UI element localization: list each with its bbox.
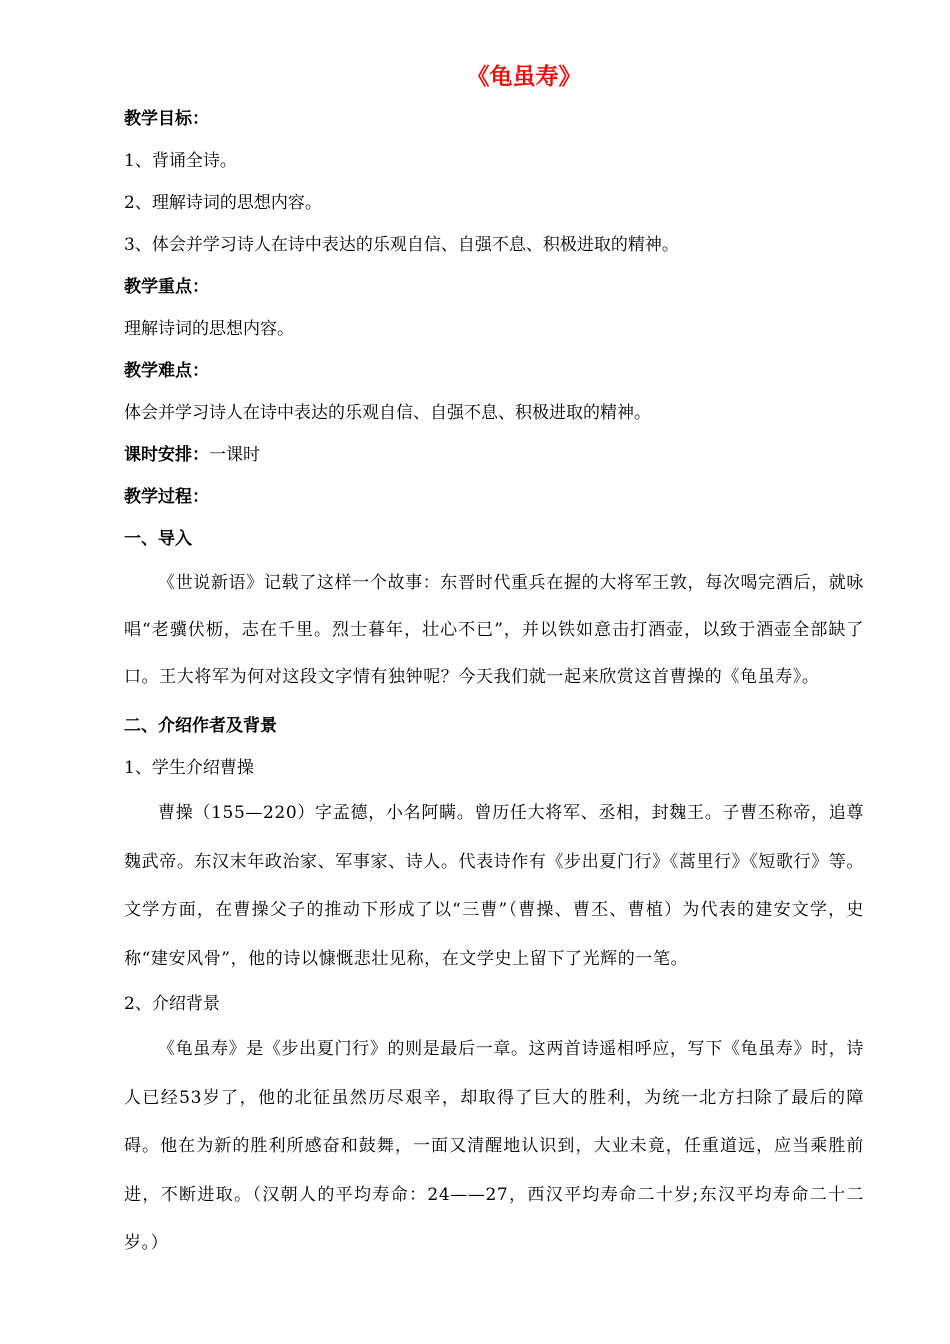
- author-paragraph: 曹操（155—220）字孟德，小名阿瞒。曾历任大将军、丞相，封魏王。子曹丕称帝，追尊魏武帝。东汉末年政治家、军事家、诗人。代表诗作有《步出夏门行》《蒿里行》《短歌行》等。文学方面，在曹操父子的推动下形成了以“三曹”（曹操、曹丕、曹植）为代表的建安文学，史称“建安风骨”，他的诗以慷慨悲壮见称，在文学史上留下了光辉的一笔。: [124, 803, 864, 969]
- subsection-heading-author: [124, 747, 864, 789]
- goal-item: 2、理解诗词的思想内容。: [124, 193, 322, 213]
- goals-heading: 教学目标：: [124, 109, 209, 129]
- schedule-line: [124, 434, 864, 476]
- difficulty-text: 体会并学习诗人在诗中表达的乐观自信、自强不息、积极进取的精神。: [124, 403, 651, 423]
- focus-text: 理解诗词的思想内容。: [124, 319, 294, 339]
- goal-item: 1、背诵全诗。: [124, 151, 237, 171]
- section-heading-intro: 一、导入: [124, 529, 192, 549]
- background-paragraph: 《龟虽寿》是《步出夏门行》的则是最后一章。这两首诗遥相呼应，写下《龟虽寿》时，诗人已经53岁了，他的北征虽然历尽艰辛，却取得了巨大的胜利，为统一北方扫除了最后的障碍。他在为新的胜利所感奋和鼓舞，一面又清醒地认识到，大业未竟，任重道远，应当乘胜前进，不断进取。（汉朝人的平均寿命：24——27，西汉平均寿命二十岁;东汉平均寿命二十二岁。）: [124, 1039, 864, 1253]
- process-heading: 教学过程：: [124, 487, 209, 507]
- difficulty-heading: 教学难点：: [124, 361, 209, 381]
- schedule-text: 一课时: [209, 445, 260, 465]
- schedule-heading: 课时安排：: [124, 445, 209, 465]
- section-heading-author: 二、介绍作者及背景: [124, 716, 277, 736]
- document-title: 《龟虽寿》: [466, 63, 582, 90]
- subsection-heading-background: 2、介绍背景: [124, 994, 220, 1014]
- intro-paragraph: 《世说新语》记载了这样一个故事：东晋时代重兵在握的大将军王敦，每次喝完酒后，就咏唱“老骥伏枥，志在千里。烈士暮年，壮心不已”，并以铁如意击打酒壶，以致于酒壶全部缺了口。王大将军为何对这段文字情有独钟呢？今天我们就一起来欣赏这首曹操的《龟虽寿》。: [124, 573, 864, 687]
- subsection-heading-author-text: 1、学生介绍曹操: [124, 758, 254, 778]
- focus-heading: 教学重点：: [124, 277, 209, 297]
- goal-item: 3、体会并学习诗人在诗中表达的乐观自信、自强不息、积极进取的精神。: [124, 235, 679, 255]
